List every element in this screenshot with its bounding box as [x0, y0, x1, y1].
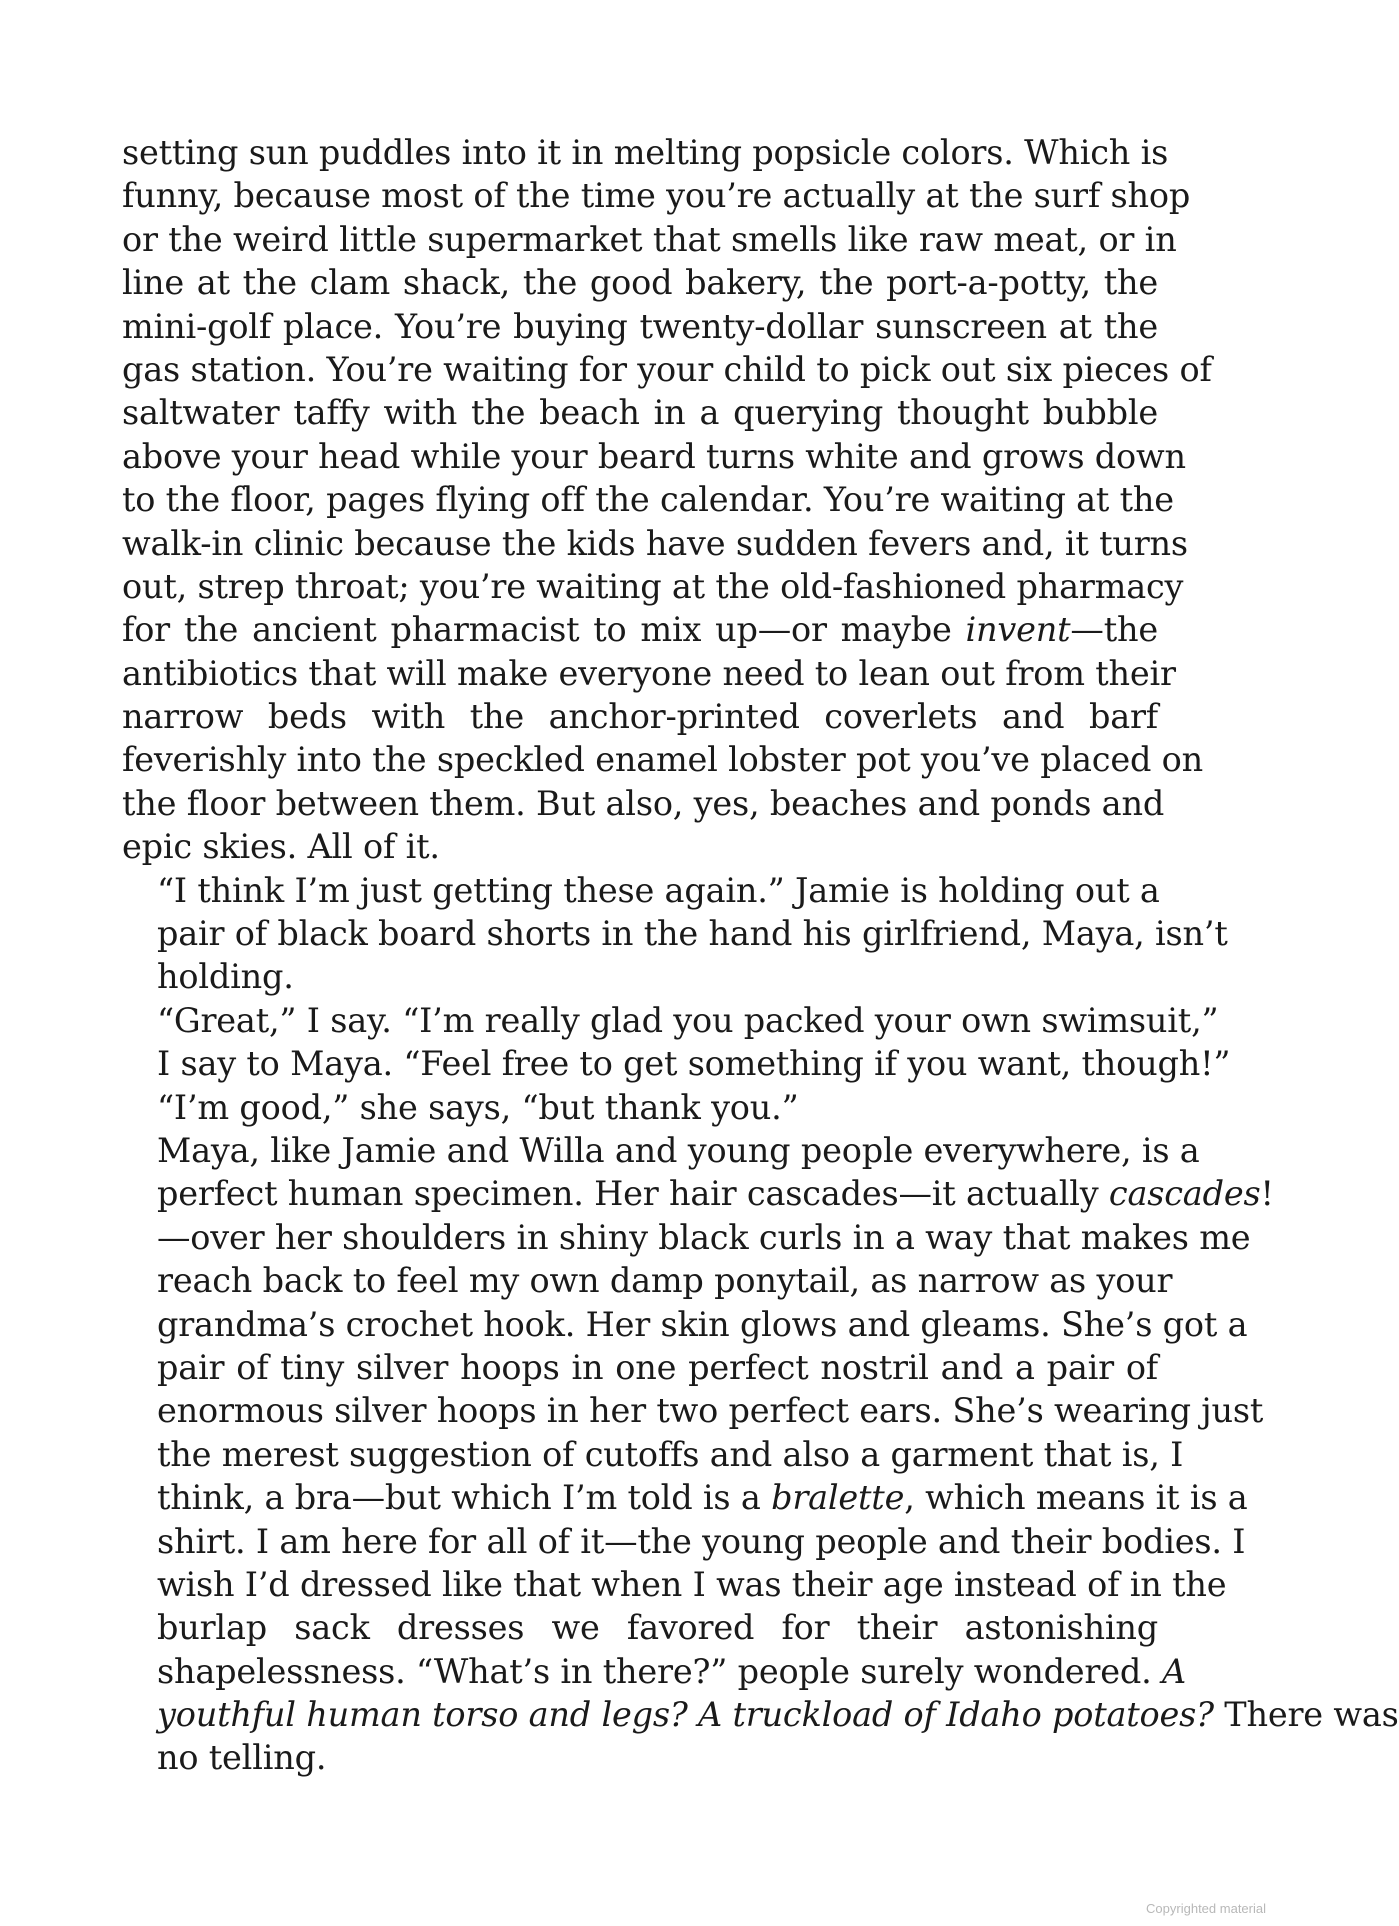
text-segment: “I think I’m just getting these again.” Jamie is holding out a [157, 870, 1160, 910]
italic-text: cascades [1108, 1174, 1261, 1214]
text-segment: Maya, like Jamie and Willa and young people everywhere, is a [157, 1130, 1200, 1170]
paragraph [122, 131, 1212, 869]
text-segment: the merest suggestion of cutoffs and also a garment that is, I [157, 1434, 1184, 1474]
italic-text: invent [965, 610, 1071, 650]
text-line [122, 391, 1158, 434]
text-line [122, 695, 1158, 738]
text-segment: to the floor, pages flying off the calendar. You’re waiting at the [122, 480, 1174, 520]
text-segment: mini-golf place. You’re buying twenty-dollar sunscreen at the [122, 306, 1158, 346]
text-line [122, 825, 1158, 868]
text-segment: “Great,” I say. “I’m really glad you packed your own swimsuit,” [157, 1000, 1219, 1040]
text-segment: for the ancient pharmacist to mix up—or maybe [122, 610, 966, 650]
text-line [122, 1216, 1251, 1259]
text-line [122, 608, 1158, 651]
text-line [122, 1129, 1200, 1172]
text-segment: “I’m good,” she says, “but thank you.” [157, 1087, 799, 1127]
paragraph [122, 1086, 1158, 1129]
text-line [122, 1086, 1158, 1129]
book-page-body [122, 131, 1399, 1780]
text-line [122, 305, 1158, 348]
text-line [122, 565, 1184, 608]
text-line [122, 261, 1158, 304]
text-line [122, 652, 1176, 695]
italic-text: bralette [771, 1478, 905, 1518]
text-line [122, 522, 1188, 565]
text-line [122, 955, 1158, 998]
text-segment: enormous silver hoops in her two perfect ears. She’s wearing just [157, 1391, 1264, 1431]
text-line [122, 1303, 1248, 1346]
text-line [122, 478, 1174, 521]
text-segment: burlap sack dresses we favored for their astonishing [157, 1608, 1158, 1648]
text-segment: funny, because most of the time you’re actually at the surf shop [122, 176, 1191, 216]
text-line [122, 1433, 1184, 1476]
text-line [122, 1650, 1187, 1693]
paragraph [122, 869, 1228, 999]
text-segment: , which means it is a [904, 1478, 1248, 1518]
text-segment: I say to Maya. “Feel free to get something if you want, though!” [157, 1044, 1231, 1084]
text-line [122, 869, 1158, 912]
text-line [122, 348, 1212, 391]
paragraph [122, 999, 1231, 1086]
text-segment: setting sun puddles into it in melting popsicle colors. Which is [122, 133, 1169, 172]
text-segment: —the [1070, 610, 1158, 650]
text-line [122, 738, 1203, 781]
text-line [122, 782, 1165, 825]
italic-text: youthful human torso and legs? A truckload of Idaho potatoes? [157, 1695, 1214, 1735]
text-segment: perfect human specimen. Her hair cascades—it actually [157, 1174, 1109, 1214]
text-segment: above your head while your beard turns white and grows down [122, 436, 1186, 476]
text-line [122, 435, 1186, 478]
text-segment: reach back to feel my own damp ponytail, as narrow as your [157, 1261, 1173, 1301]
text-segment: —over her shoulders in shiny black curls in a way that makes me [157, 1217, 1251, 1257]
text-segment: walk-in clinic because the kids have sudden fevers and, it turns [122, 523, 1188, 563]
text-segment: pair of tiny silver hoops in one perfect nostril and a pair of [157, 1347, 1158, 1387]
text-segment: the floor between them. But also, yes, beaches and ponds and [122, 783, 1165, 823]
text-segment: antibiotics that will make everyone need to lean out from their [122, 653, 1176, 693]
text-segment: There was [1213, 1695, 1399, 1735]
text-line [122, 1520, 1246, 1563]
text-line [122, 1259, 1173, 1302]
text-line [122, 174, 1191, 217]
text-line [122, 131, 1169, 174]
text-segment: feverishly into the speckled enamel lobster pot you’ve placed on [122, 740, 1203, 780]
text-segment: narrow beds with the anchor-printed coverlets and barf [122, 697, 1158, 737]
text-segment: ! [1260, 1174, 1274, 1214]
paragraph [122, 1129, 1399, 1780]
text-line [122, 1563, 1227, 1606]
text-segment: grandma’s crochet hook. Her skin glows and gleams. She’s got a [157, 1304, 1248, 1344]
text-line [122, 1346, 1158, 1389]
text-line [122, 999, 1219, 1042]
text-line [122, 1389, 1264, 1432]
text-segment: out, strep throat; you’re waiting at the old-fashioned pharmacy [122, 566, 1184, 606]
text-line [122, 1042, 1231, 1085]
copyright-watermark: Copyrighted material [1146, 1901, 1266, 1916]
text-line [122, 1606, 1158, 1649]
text-segment: saltwater taffy with the beach in a querying thought bubble [122, 393, 1158, 433]
text-segment: no telling. [157, 1738, 327, 1778]
text-line [122, 218, 1177, 261]
text-segment: pair of black board shorts in the hand his girlfriend, Maya, isn’t [157, 914, 1228, 954]
text-segment: line at the clam shack, the good bakery, the port-a-potty, the [122, 263, 1158, 303]
text-segment: or the weird little supermarket that smells like raw meat, or in [122, 219, 1177, 259]
text-line [122, 1172, 1274, 1215]
text-segment: shirt. I am here for all of it—the young people and their bodies. I [157, 1521, 1246, 1561]
text-segment: holding. [157, 957, 294, 997]
text-line [122, 1476, 1248, 1519]
text-segment: shapelessness. “What’s in there?” people surely wondered. [157, 1651, 1163, 1691]
text-line [122, 912, 1228, 955]
text-segment: gas station. You’re waiting for your child to pick out six pieces of [122, 349, 1212, 389]
text-segment: wish I’d dressed like that when I was their age instead of in the [157, 1564, 1227, 1604]
text-segment: epic skies. All of it. [122, 827, 440, 867]
text-segment: think, a bra—but which I’m told is a [157, 1478, 772, 1518]
italic-text: A [1162, 1651, 1187, 1691]
text-line [122, 1693, 1399, 1736]
text-line [122, 1736, 1158, 1779]
